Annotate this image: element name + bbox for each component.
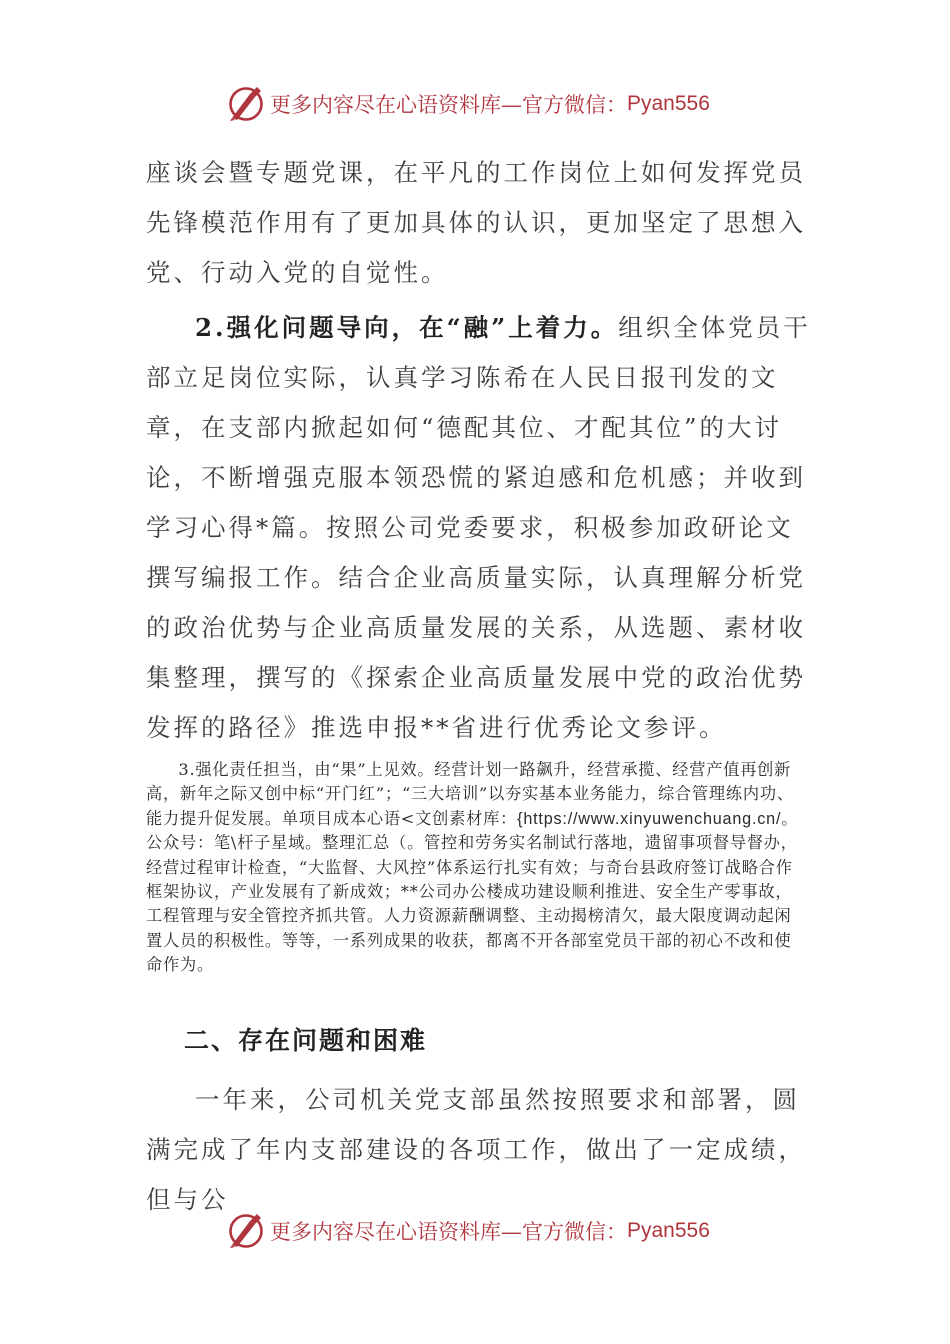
footer-watermark-banner xyxy=(226,1211,710,1251)
paragraph-4 xyxy=(146,1075,816,1225)
header-banner-text: 更多内容尽在心语资料库—官方微信： xyxy=(270,93,627,117)
paragraph-1 xyxy=(146,148,816,298)
paragraph-3 xyxy=(146,758,806,978)
footer-banner-text: 更多内容尽在心语资料库—官方微信： xyxy=(270,1220,627,1244)
paragraph-1-text: 座谈会暨专题党课，在平凡的工作岗位上如何发挥党员先锋模范作用有了更加具体的认识，更加坚定了思想入党、行动入党的自觉性。 xyxy=(146,158,806,287)
footer-banner-wechat-id: Pyan556 xyxy=(627,1219,710,1242)
paragraph-2 xyxy=(146,303,816,753)
paragraph-3-text-end: 。公众号：笔\杆子星域。整理汇总（。管控和劳务实名制试行落地，遗留事项督导督办，经营过程审计检查，“大监督、大风控”体系运行扎实有效；与奇台县政府签订战略合作框架协议，产业发展有了新成效；**公司办公楼成功建设顺利推进、安全生产零事故，工程管理与安全管控齐抓共管。人力资源薪酬调整、主动揭榜清欠，最大限度调动起闲置人员的积极性。等等，一系列成果的收获，都离不开各部室党员干部的初心不改和使命作为。 xyxy=(146,808,799,975)
pen-logo-icon xyxy=(226,1211,266,1251)
pen-logo-icon xyxy=(226,84,266,124)
paragraph-2-text: 组织全体党员干部立足岗位实际，认真学习陈希在人民日报刊发的文章，在支部内掀起如何“德配其位、才配其位”的大讨论，不断增强克服本领恐慌的紧迫感和危机感；并收到学习心得*篇。按照公司党委要求，积极参加政研论文撰写编报工作。结合企业高质量实际，认真理解分析党的政治优势与企业高质量发展的关系，从选题、素材收集整理，撰写的《探索企业高质量发展中党的政治优势发挥的路径》推选申报**省进行优秀论文参评。 xyxy=(146,313,811,742)
paragraph-3-text-start: 3.强化责任担当，由“果”上见效。经营计划一路飙升，经营承揽、经营产值再创新高，新年之际又创中标“开门红”；“三大培训”以夯实基本业务能力，综合管理练内功、能力提升促发展。单项目成本心语<文创素材库： xyxy=(146,760,794,828)
paragraph-2-heading: 2.强化问题导向，在“融”上着力。 xyxy=(195,313,619,342)
paragraph-3-url: {https://www.xinyuwenchuang.cn/ xyxy=(517,809,782,828)
header-watermark-banner xyxy=(226,84,710,124)
section-2-heading: 二、存在问题和困难 xyxy=(184,1026,428,1055)
paragraph-4-text: 一年来，公司机关党支部虽然按照要求和部署，圆满完成了年内支部建设的各项工作，做出了一定成绩，但与公 xyxy=(146,1085,806,1214)
header-banner-wechat-id: Pyan556 xyxy=(627,92,710,115)
